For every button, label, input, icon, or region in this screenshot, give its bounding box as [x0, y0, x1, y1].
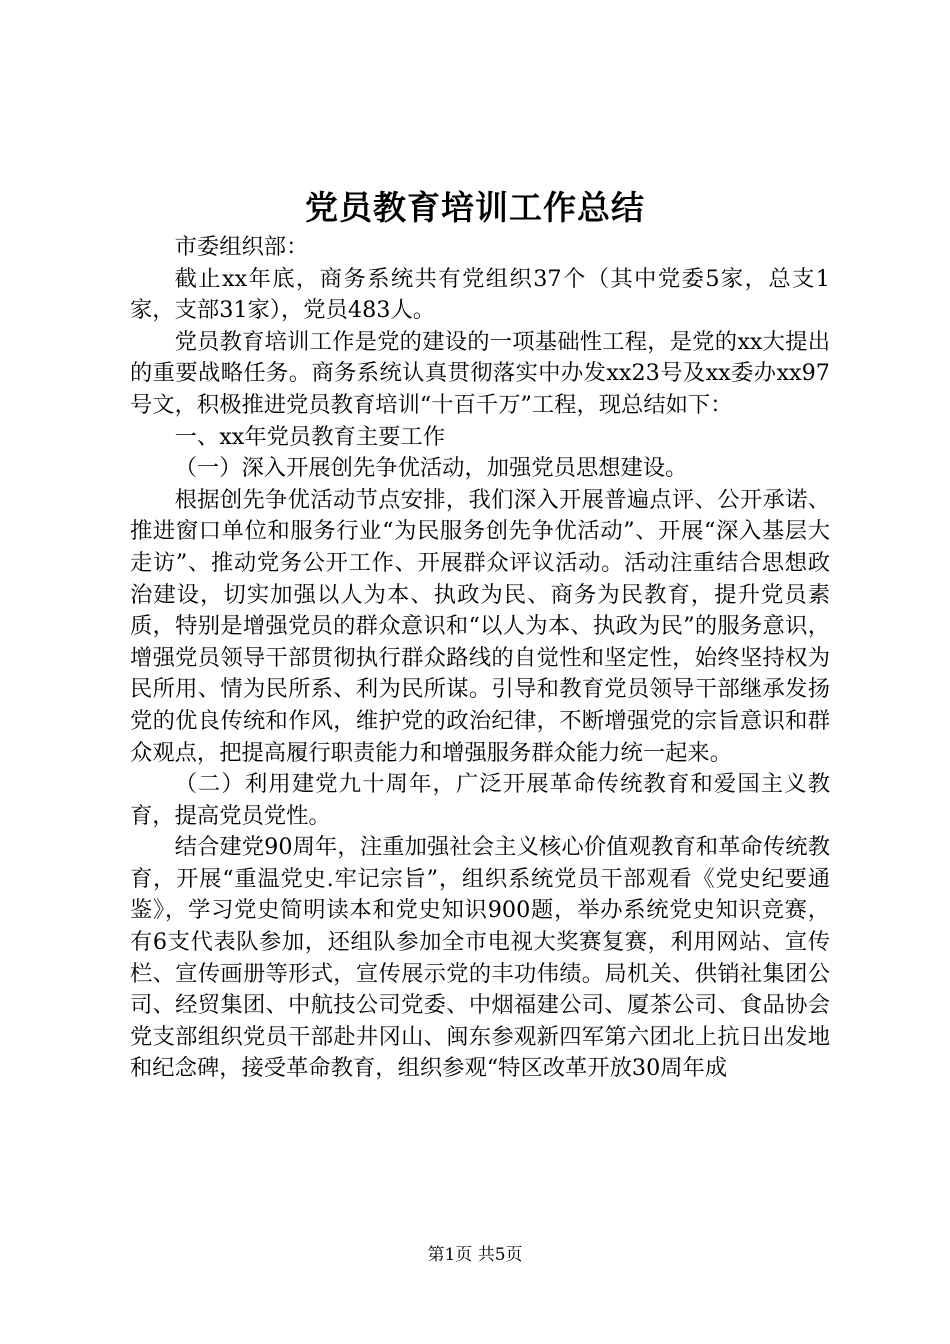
section-heading: 一、xx年党员教育主要工作: [174, 423, 446, 450]
paragraph: 截止xx年底，商务系统共有党组织37个（其中党委5家，总支1家，支部31家），党员483人。: [130, 265, 830, 324]
paragraph: 结合建党90周年，注重加强社会主义核心价值观教育和革命传统教育，开展“重温党史.牢记宗旨”，组织系统党员干部观看《党史纪要通鉴》，学习党史简明读本和党史知识900题，举办系统党史知识竞赛，有6支代表队参加，还组队参加全市电视大奖赛复赛，利用网站、宣传栏、宣传画册等形式，宣传展示党的丰功伟绩。局机关、供销社集团公司、经贸集团、中航技公司党委、中烟福建公司、厦茶公司、食品协会党支部组织党员干部赴井冈山、闽东参观新四军第六团北上抗日出发地和纪念碑，接受革命教育，组织参观“特区改革开放30周年成: [130, 834, 830, 1082]
salutation: 市委组织部：: [174, 234, 309, 260]
document-title: 党员教育培训工作总结: [305, 188, 645, 227]
paragraph: 党员教育培训工作是党的建设的一项基础性工程，是党的xx大提出的重要战略任务。商务系统认真贯彻落实中办发xx23号及xx委办xx97号文，积极推进党员教育培训“十百千万”工程，现总结如下：: [130, 328, 830, 418]
page-footer: 第1页 共5页: [427, 1245, 523, 1265]
subsection-heading: （一）深入开展创先争优活动，加强党员思想建设。: [174, 455, 688, 482]
subsection-heading: （二）利用建党九十周年，广泛开展革命传统教育和爱国主义教育，提高党员党性。: [130, 771, 830, 829]
paragraph: 根据创先争优活动节点安排，我们深入开展普遍点评、公开承诺、推进窗口单位和服务行业“为民服务创先争优活动”、开展“深入基层大走访”、推动党务公开工作、开展群众评议活动。活动注重结合思想政治建设，切实加强以人为本、执政为民、商务为民教育，提升党员素质，特别是增强党员的群众意识和“以人为本、执政为民”的服务意识，增强党员领导干部贯彻执行群众路线的自觉性和坚定性，始终坚持权为民所用、情为民所系、利为民所谋。引导和教育党员领导干部继承发扬党的优良传统和作风，维护党的政治纪律，不断增强党的宗旨意识和群众观点，把提高履行职责能力和增强服务群众能力统一起来。: [130, 486, 830, 766]
document-body: [130, 232, 830, 1085]
